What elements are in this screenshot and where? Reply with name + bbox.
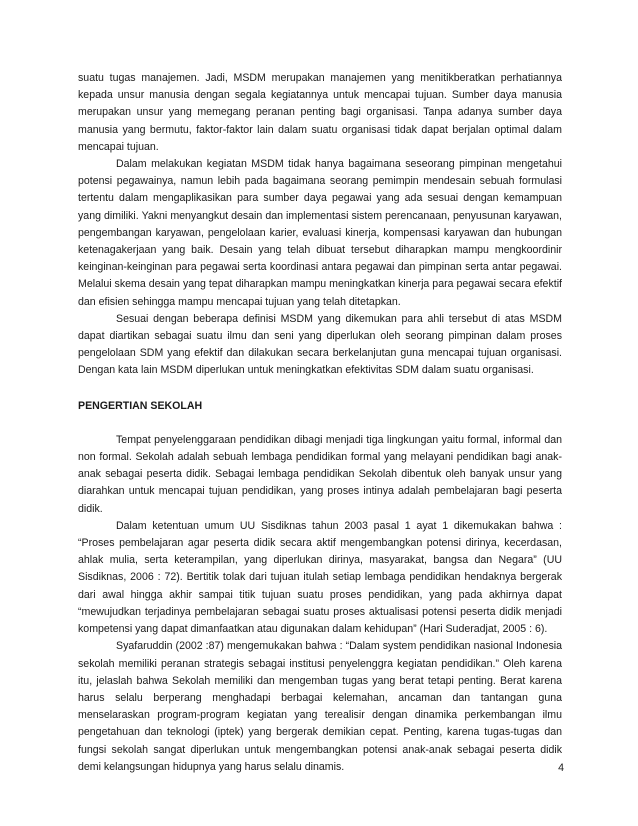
- paragraph-continuation: suatu tugas manajemen. Jadi, MSDM merupakan manajemen yang menitikberatkan perhatiannya kepada unsur manusia dengan segala kegiatannya untuk mencapai tujuan. Sumber daya manusia merupakan unsur yang memegang peranan penting bagi organisasi. Tanpa adanya sumber daya manusia yang bermutu, faktor-faktor lain dalam suatu organisasi tidak dapat berjalan optimal dalam mencapai tujuan.: [78, 72, 562, 153]
- page-number: 4: [558, 762, 564, 774]
- page-body: [78, 70, 562, 776]
- paragraph-syafaruddin: Syafaruddin (2002 :87) mengemukakan bahwa : “Dalam system pendidikan nasional Indonesia sekolah memiliki peranan strategis sebagai institusi penyelenggra kegiatan pendidikan.” Oleh karena itu, jelaslah bahwa Sekolah memiliki dan mengemban tugas yang berat tetapi penting. Berat karena harus selalu berperang menghadapi berbagai kelemahan, ancaman dan tantangan guna menselaraskan program-program kegiatan yang terealisir dengan dinamika perkembangan ilmu pengetahuan dan teknologi (iptek) yang bergerak demikian cepat. Penting, karena tugas-tugas dan fungsi sekolah sangat diperlukan untuk mengembangkan potensi anak-anak sebagai peserta didik demi kelangsungan hidupnya yang harus selalu dinamis.: [78, 640, 562, 773]
- paragraph-msdm-definition: Sesuai dengan beberapa definisi MSDM yang dikemukan para ahli tersebut di atas MSDM dapat diartikan sebagai suatu ilmu dan seni yang diperlukan oleh seorang pimpinan dalam proses pengelolaan SDM yang efektif dan dilakukan secara berkelanjutan guna mencapai tujuan organisasi. Dengan kata lain MSDM diperlukan untuk meningkatkan efektivitas SDM dalam suatu organisasi.: [78, 312, 562, 377]
- paragraph-uu-sisdiknas: Dalam ketentuan umum UU Sisdiknas tahun 2003 pasal 1 ayat 1 dikemukakan bahwa : “Proses pembelajaran agar peserta didik secara aktif mengembangkan potensi dirinya, kecerdasan, ahlak mulia, serta keterampilan, yang diperlukan dirinya, masyarakat, bangsa dan Negara” (UU Sisdiknas, 2006 : 72). Bertitik tolak dari tujuan itulah setiap lembaga pendidikan hendaknya bergerak dari awal hingga akhir sampai titik tujuan suatu proses pendidikan, yang pada akhirnya dapat “mewujudkan terjadinya pembelajaran sebagai suatu proses aktualisasi potensi peserta didik menjadi kompetensi yang dapat dimanfaatkan atau digunakan dalam kehidupan” (Hari Suderadjat, 2005 : 6).: [78, 519, 562, 636]
- section-heading: PENGERTIAN SEKOLAH: [78, 399, 203, 412]
- paragraph-school-definition: Tempat penyelenggaraan pendidikan dibagi menjadi tiga lingkungan yaitu formal, informal dan non formal. Sekolah adalah sebuah lembaga pendidikan formal yang melayani pendidikan bagi anak-anak sebagai peserta didik. Sebagai lembaga pendidikan Sekolah dibentuk oleh banyak unsur yang diarahkan untuk mencapai tujuan pendidikan, yang proses intinya adalah pembelajaran bagi peserta didik.: [78, 433, 562, 515]
- paragraph-msdm-activities: Dalam melakukan kegiatan MSDM tidak hanya bagaimana seseorang pimpinan mengetahui potensi pegawainya, namun lebih pada bagaimana seorang pemimpin mendesain sebuah formulasi tertentu dalam mengaplikasikan para sumber daya pegawai yang ada sesuai dengan kemampuan yang dimiliki. Yakni menyangkut desain dan implementasi sistem perencanaan, penyusunan karyawan, pengembangan karyawan, pengelolaan karier, evaluasi kinerja, kompensasi karyawan dan hubungan ketenagakerjaan yang baik. Desain yang telah dibuat tersebut diharapkan mampu mengkoordinir keinginan-keinginan para pegawai serta koordinasi antara pegawai dan pimpinan serta antar pegawai. Melalui skema desain yang tepat diharapkan mampu meningkatkan kinerja para pegawai secara efektif dan efisien sehingga mampu mencapai tujuan yang telah ditetapkan.: [78, 158, 562, 308]
